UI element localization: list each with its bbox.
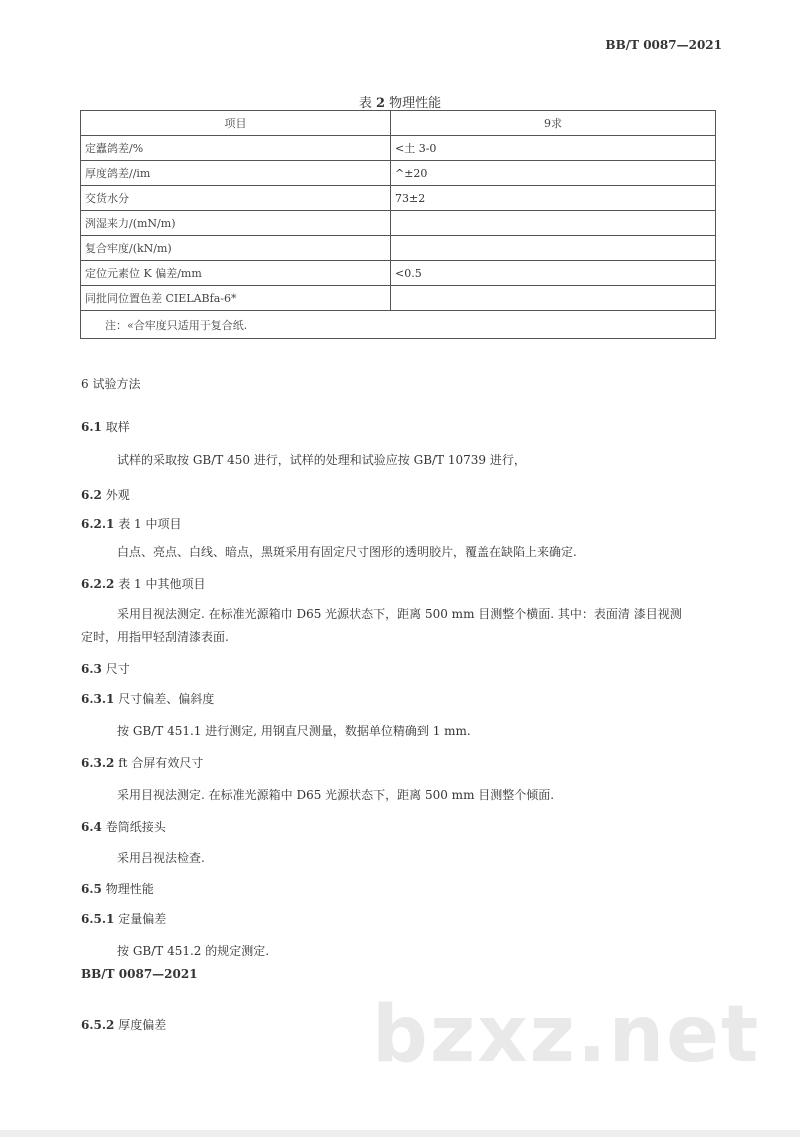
section-number: 6.5 <box>81 882 102 896</box>
section-number: 6.2.1 <box>81 517 115 531</box>
section-title: 外观 <box>105 488 130 502</box>
section-6-5-1-heading <box>81 910 166 927</box>
table-caption-prefix: 表 <box>358 96 372 111</box>
section-number: 6.3.1 <box>81 692 115 706</box>
section-6-2-2-text-line1: 采用目视法测定. 在标准光源箱巾 D65 光源状态下，距离 500 mm 目测整个横面. 其中：表面清 漆目视测 <box>117 607 682 621</box>
physical-properties-table <box>80 110 716 339</box>
table-note: 注：«合牢度只适用于复合纸. <box>81 311 716 339</box>
section-number: 6.2.2 <box>81 577 115 591</box>
row-item: 同批同位置色差 CIELABfa-6* <box>81 286 391 311</box>
table-row <box>81 136 716 161</box>
watermark: bzxz.net <box>372 990 761 1080</box>
section-number: 6.2 <box>81 488 102 502</box>
section-6-heading: 6 试验方法 <box>81 377 141 391</box>
section-6-2-2-text-line2: 定时，用指甲轻刮清漆表面. <box>81 630 229 644</box>
section-title: ft 合屏有效尺寸 <box>118 756 204 770</box>
table-caption-number: 2 <box>375 96 386 111</box>
section-number: 6.5.2 <box>81 1018 115 1032</box>
table-note-row <box>81 311 716 339</box>
section-6-5-heading <box>81 880 154 897</box>
section-6-3-2-text: 采用目视法测定. 在标准光源箱中 D65 光源状态下，距离 500 mm 目测整个倾面. <box>117 788 555 802</box>
section-6-2-1-text: 白点、亮点、白线、暗点，黑斑采用有固定尺寸图形的透明胶片，覆盖在缺陷上来确定. <box>117 545 577 559</box>
section-number: 6.5.1 <box>81 912 115 926</box>
row-item: 定位元素位 K 偏差/mm <box>81 261 391 286</box>
section-6-3-1-heading <box>81 690 214 707</box>
row-requirement: ^±20 <box>391 161 716 186</box>
section-title: 表 1 中项目 <box>118 517 182 531</box>
section-title: 厚度偏差 <box>118 1018 167 1032</box>
row-item: 复合牢度/(kN/m) <box>81 236 391 261</box>
row-item: 厚度鸽差//im <box>81 161 391 186</box>
section-6-3-2-heading <box>81 754 203 771</box>
section-number: 6.3 <box>81 662 102 676</box>
section-6-2-2-heading <box>81 575 206 592</box>
section-6-1-text: 试样的采取按 GB/T 450 进行，试样的处理和试验应按 GB/T 10739 进行， <box>117 453 526 467</box>
section-title: 尺寸 <box>105 662 130 676</box>
header-standard-code: BB/T 0087—2021 <box>605 38 722 52</box>
section-6-2-heading <box>81 486 130 503</box>
section-6-3-1-text: 按 GB/T 451.1 进行测定, 用钢直尺测量，数据单位精确到 1 mm. <box>117 724 471 738</box>
table-caption-text: 物理性能 <box>389 96 442 111</box>
table-row <box>81 186 716 211</box>
page-bottom-edge <box>0 1130 800 1137</box>
row-requirement: 73±2 <box>391 186 716 211</box>
section-title: 定量偏差 <box>118 912 167 926</box>
section-number: 6.4 <box>81 820 102 834</box>
column-header-requirement: 9求 <box>391 111 716 136</box>
table-row <box>81 236 716 261</box>
row-item: 定蠹鸽差/% <box>81 136 391 161</box>
table-caption <box>0 92 800 111</box>
table-header-row <box>81 111 716 136</box>
row-item: 洌湿来力/(mN/m) <box>81 211 391 236</box>
row-requirement: <0.5 <box>391 261 716 286</box>
table-row <box>81 261 716 286</box>
row-requirement <box>391 286 716 311</box>
row-item: 交货水分 <box>81 186 391 211</box>
row-requirement <box>391 211 716 236</box>
row-requirement <box>391 236 716 261</box>
section-title: 物理性能 <box>105 882 154 896</box>
section-6-5-1-text: 按 GB/T 451.2 的规定测定. <box>117 944 270 958</box>
table-row <box>81 161 716 186</box>
footer-standard-code: BB/T 0087—2021 <box>81 967 198 981</box>
section-number: 6.3.2 <box>81 756 115 770</box>
section-title: 表 1 中其他项目 <box>118 577 206 591</box>
section-title: 取样 <box>105 420 130 434</box>
section-number: 6.1 <box>81 420 102 434</box>
section-6-4-text: 采用吕视法检查. <box>117 851 205 865</box>
section-6-1-heading <box>81 418 130 435</box>
section-6-2-1-heading <box>81 515 182 532</box>
section-title: 卷筒纸接头 <box>105 820 166 834</box>
row-requirement: <土 3-0 <box>391 136 716 161</box>
section-title: 尺寸偏差、偏斜度 <box>118 692 215 706</box>
section-6-5-2-heading <box>81 1016 166 1033</box>
section-6-3-heading <box>81 660 130 677</box>
column-header-item: 项目 <box>81 111 391 136</box>
section-6-4-heading <box>81 818 166 835</box>
table-row <box>81 286 716 311</box>
table-row <box>81 211 716 236</box>
